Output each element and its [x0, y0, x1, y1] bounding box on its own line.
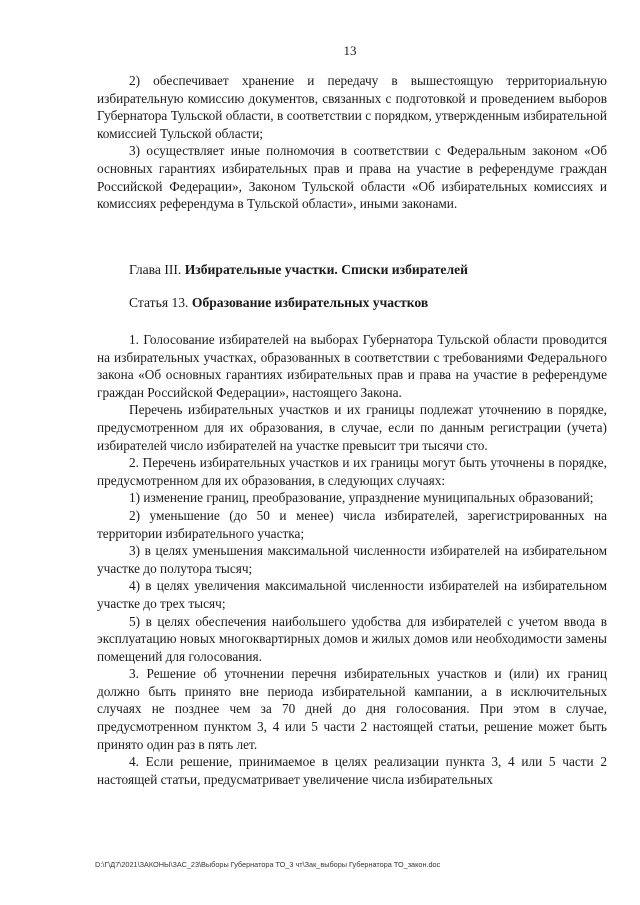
article-list-item: 5) в целях обеспечения наибольшего удобства для избирателей с учетом ввода в эксплуатацию новых многоквартирных домов и жилых домов или необходимости замены помещений для голосования. [97, 613, 607, 664]
paragraph-2: 2) обеспечивает хранение и передачу в вышестоящую территориальную избирательную комиссию документов, связанных с подготовкой и проведением выборов Губернатора Тульской области, в соответствии с порядком, утвержденным избирательной комиссией Тульской области; [97, 73, 607, 141]
chapter-title: Избирательные участки. Списки избирателей [184, 262, 468, 277]
article-prefix: Статья 13. [129, 295, 189, 310]
page-number: 13 [343, 43, 357, 58]
chapter-heading [129, 261, 468, 279]
article-title: Образование избирательных участков [191, 295, 429, 310]
article-paragraph: Перечень избирательных участков и их границы подлежат уточнению в порядке, предусмотренном для их образования, в случае, если по данным регистрации (учета) избирателей число избирателей на участке превысит три тысячи сто. [97, 402, 607, 453]
article-text-block [97, 331, 607, 788]
chapter-prefix: Глава III. [129, 262, 182, 277]
article-list-item: 1) изменение границ, преобразование, упразднение муниципальных образований; [129, 490, 594, 506]
article-paragraph: 3. Решение об уточнении перечня избирательных участков и (или) их границ должно быть принято вне периода избирательной кампании, а в исключительных случаях не позднее чем за 70 дней до дня голосования. При этом в случае, предусмотренном пунктом 3, 4 или 5 части 2 настоящей статьи, решение может быть принято один раз в пять лет. [97, 666, 607, 752]
article-paragraph: 2. Перечень избирательных участков и их границы могут быть уточнены в порядке, предусмотренном для их образования, в следующих случаях: [97, 455, 607, 488]
article-list-item: 3) в целях уменьшения максимальной численности избирателей на избирательном участке до полутора тысяч; [97, 543, 607, 576]
article-paragraph: 4. Если решение, принимаемое в целях реализации пункта 3, 4 или 5 части 2 настоящей статьи, предусматривает увеличение числа избирательных [97, 754, 607, 787]
paragraph-3: 3) осуществляет иные полномочия в соответствии с Федеральным законом «Об основных гарантиях избирательных прав и права на участие в референдуме граждан Российской Федерации», Законом Тульской области «Об избирательных комиссиях и комиссиях референдума в Тульской области», иными законами. [97, 143, 607, 212]
article-paragraph: 1. Голосование избирателей на выборах Губернатора Тульской области проводится на избирательных участках, образованных в соответствии с требованиями Федерального закона «Об основных гарантиях избирательных прав и права на участие в референдуме граждан Российской Федерации», настоящего Закона. [97, 332, 607, 400]
article-list-item: 4) в целях увеличения максимальной численности избирателей на избирательном участке до трех тысяч; [97, 578, 607, 611]
file-path-footer: D:\Г\Д7\2021\ЗАКОНЫ\ЗАС_23\Выборы Губернатора ТО_3 чт\Зак_выборы Губернатора ТО_закон.doc [95, 860, 441, 869]
article-list-item: 2) уменьшение (до 50 и менее) числа избирателей, зарегистрированных на территории избирательного участка; [97, 507, 607, 541]
top-text-block [97, 72, 607, 213]
article-heading [129, 294, 428, 312]
